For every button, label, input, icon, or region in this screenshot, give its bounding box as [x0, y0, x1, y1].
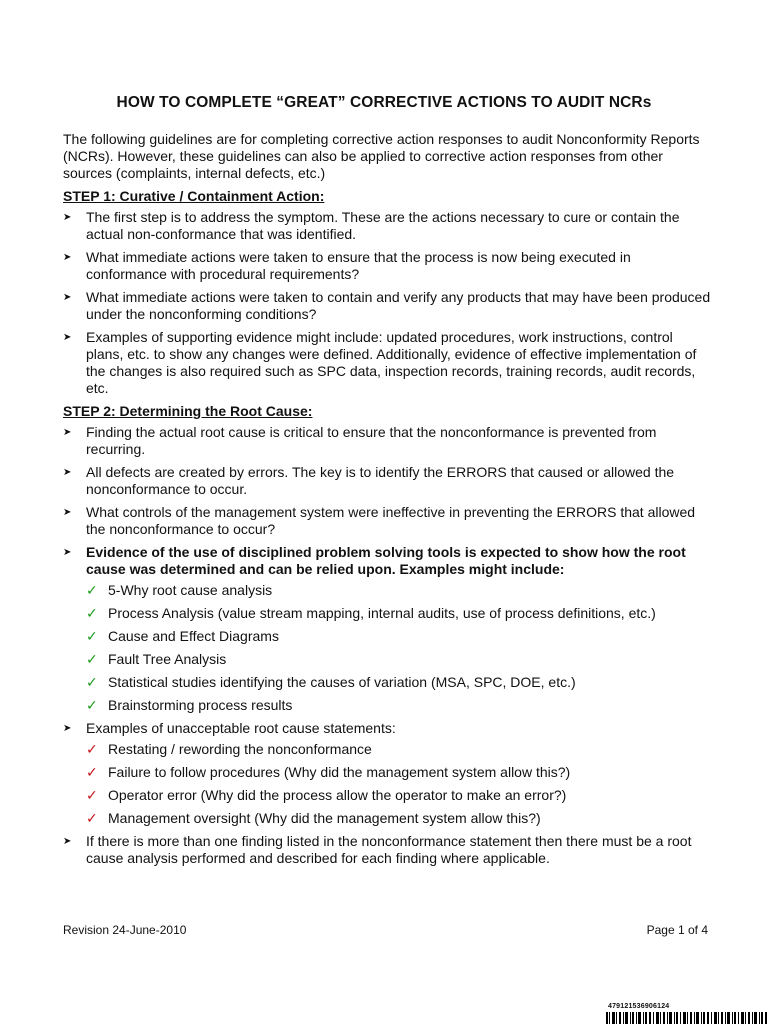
check-item: ✓ 5-Why root cause analysis: [86, 582, 273, 598]
unacceptable-statements-list: [86, 741, 713, 827]
check-icon: ✓: [86, 605, 98, 621]
list-item: ➤ Examples of unacceptable root cause statements: ✓ Restating / rewording the nonconformance ✓ Failure to follow procedures (Why did the management system allow this?) ✓ Operator error (Why did the process allow the operator to make an error?) ✓ Management oversight (Why did the management system allow this?): [63, 720, 713, 827]
arrow-bullet-icon: ➤: [63, 547, 72, 558]
arrow-bullet-icon: ➤: [63, 427, 72, 438]
page-number: Page 1 of 4: [646, 923, 708, 937]
check-icon: ✓: [86, 628, 98, 644]
check-item: ✓ Cause and Effect Diagrams: [86, 628, 279, 644]
x-check-icon: ✓: [86, 741, 98, 757]
step1-heading: STEP 1: Curative / Containment Action:: [63, 188, 325, 204]
check-item: ✓ Management oversight (Why did the management system allow this?): [86, 810, 541, 826]
arrow-bullet-icon: ➤: [63, 836, 72, 847]
barcode-number: 479121536906124: [608, 1003, 670, 1010]
arrow-bullet-icon: ➤: [63, 252, 72, 263]
check-item: ✓ Process Analysis (value stream mapping, internal audits, use of process definitions, etc.): [86, 605, 656, 621]
check-icon: ✓: [86, 674, 98, 690]
page-title: HOW TO COMPLETE “GREAT” CORRECTIVE ACTIONS TO AUDIT NCRs: [116, 94, 652, 111]
step2-heading: STEP 2: Determining the Root Cause:: [63, 403, 313, 419]
document-body: [63, 131, 713, 873]
arrow-bullet-icon: ➤: [63, 467, 72, 478]
acceptable-tools-list: [86, 582, 713, 714]
list-item: ➤ What controls of the management system were ineffective in preventing the ERRORS that allowed the nonconformance to occur?: [63, 504, 696, 537]
x-check-icon: ✓: [86, 764, 98, 780]
x-check-icon: ✓: [86, 810, 98, 826]
check-icon: ✓: [86, 651, 98, 667]
intro-paragraph: The following guidelines are for completing corrective action responses to audit Nonconformity Reports (NCRs). However, these guidelines can also be applied to corrective action responses from other sources (complaints, internal defects, etc.): [63, 131, 700, 181]
check-item: ✓ Restating / rewording the nonconformance: [86, 741, 372, 757]
arrow-bullet-icon: ➤: [63, 212, 72, 223]
list-item: ➤ What immediate actions were taken to contain and verify any products that may have been produced under the nonconforming conditions?: [63, 289, 711, 322]
check-item: ✓ Brainstorming process results: [86, 697, 293, 713]
barcode-icon: [606, 1012, 768, 1024]
revision-footer: Revision 24-June-2010: [63, 923, 187, 937]
check-icon: ✓: [86, 697, 98, 713]
arrow-bullet-icon: ➤: [63, 507, 72, 518]
list-item: ➤ All defects are created by errors. The key is to identify the ERRORS that caused or allowed the nonconformance to occur.: [63, 464, 675, 497]
arrow-bullet-icon: ➤: [63, 292, 72, 303]
check-item: ✓ Fault Tree Analysis: [86, 651, 227, 667]
list-item: ➤ Examples of supporting evidence might include: updated procedures, work instructions, control plans, etc. to show any changes were defined. Additionally, evidence of effective implementation of the changes is also required such as SPC data, inspection records, training records, audit records, etc.: [63, 329, 697, 396]
check-item: ✓ Statistical studies identifying the causes of variation (MSA, SPC, DOE, etc.): [86, 674, 576, 690]
check-item: ✓ Operator error (Why did the process allow the operator to make an error?): [86, 787, 567, 803]
arrow-bullet-icon: ➤: [63, 723, 72, 734]
step1-list: [63, 209, 713, 397]
list-item: ➤ The first step is to address the symptom. These are the actions necessary to cure or contain the actual non-conformance that was identified.: [63, 209, 680, 242]
list-item: ➤ Evidence of the use of disciplined problem solving tools is expected to show how the root cause was determined and can be relied upon. Examples might include: ✓ 5-Why root cause analysis ✓ Process Analysis (value stream mapping, internal audits, use of process definitions, etc.) ✓ Cause and Effect Diagrams ✓ Fault Tree Analysis ✓ Statistical studies identifying the causes of variation (MSA, SPC, DOE, etc.) ✓ Brainstorming process results: [63, 544, 713, 714]
x-check-icon: ✓: [86, 787, 98, 803]
list-item: ➤ What immediate actions were taken to ensure that the process is now being executed in conformance with procedural requirements?: [63, 249, 631, 282]
arrow-bullet-icon: ➤: [63, 332, 72, 343]
check-icon: ✓: [86, 582, 98, 598]
check-item: ✓ Failure to follow procedures (Why did the management system allow this?): [86, 764, 571, 780]
list-item: ➤ Finding the actual root cause is critical to ensure that the nonconformance is prevented from recurring.: [63, 424, 657, 457]
step2-list: [63, 424, 713, 867]
list-item: ➤ If there is more than one finding listed in the nonconformance statement then there must be a root cause analysis performed and described for each finding where applicable.: [63, 833, 692, 866]
